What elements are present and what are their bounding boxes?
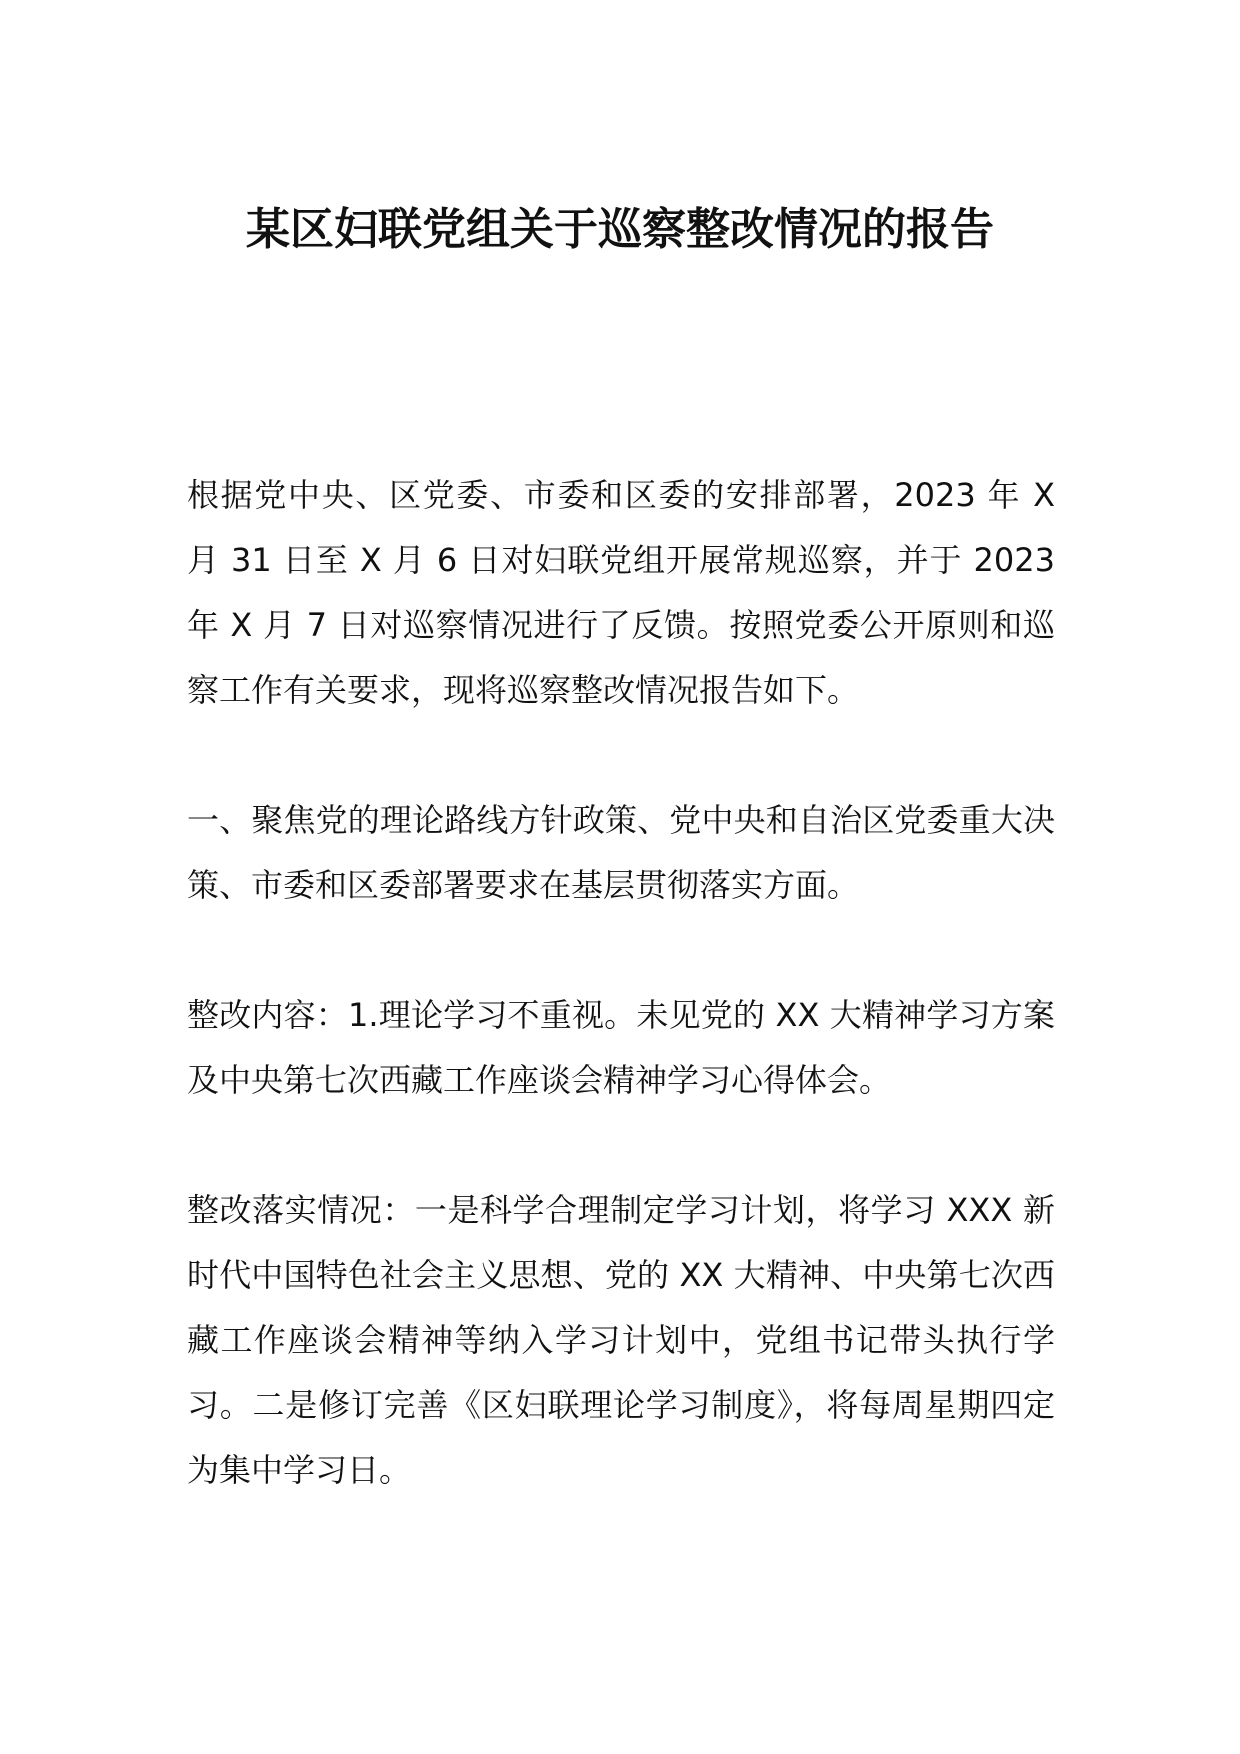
paragraph-spacer xyxy=(187,1113,1055,1178)
paragraph-section-heading: 一、聚焦党的理论路线方针政策、党中央和自治区党委重大决策、市委和区委部署要求在基层贯彻落实方面。 xyxy=(187,801,1055,904)
document-body xyxy=(187,463,1055,1503)
paragraph-spacer xyxy=(187,723,1055,788)
paragraph-rectification-content: 整改内容：1.理论学习不重视。未见党的 XX 大精神学习方案及中央第七次西藏工作座谈会精神学习心得体会。 xyxy=(187,996,1055,1099)
paragraph-spacer xyxy=(187,918,1055,983)
document-title: 某区妇联党组关于巡察整改情况的报告 xyxy=(246,204,994,255)
paragraph-rectification-status: 整改落实情况：一是科学合理制定学习计划，将学习 XXX 新时代中国特色社会主义思想、党的 XX 大精神、中央第七次西藏工作座谈会精神等纳入学习计划中，党组书记带头执行学习。二是修订完善《区妇联理论学习制度》，将每周星期四定为集中学习日。 xyxy=(187,1191,1055,1489)
paragraph-intro: 根据党中央、区党委、市委和区委的安排部署，2023 年 X 月 31 日至 X 月 6 日对妇联党组开展常规巡察，并于 2023 年 X 月 7 日对巡察情况进行了反馈。按照党委公开原则和巡察工作有关要求，现将巡察整改情况报告如下。 xyxy=(187,476,1055,709)
